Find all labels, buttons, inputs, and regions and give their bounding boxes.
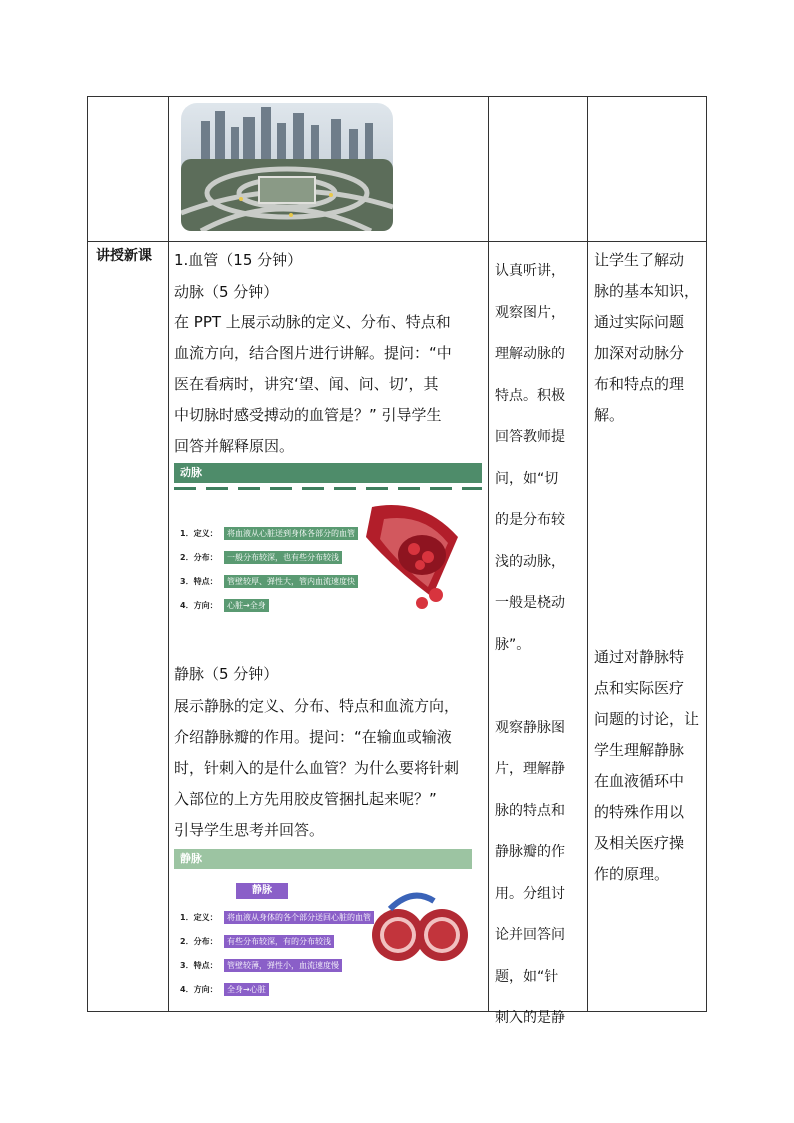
artery-text: [174, 307, 452, 462]
slide-row: [180, 527, 358, 540]
text-line: 入部位的上方先用胶皮管捆扎起来呢？”: [174, 790, 437, 808]
text-line: 静脉瓣的作: [495, 844, 565, 860]
text-line: 用。分组讨: [495, 885, 565, 902]
text-line: 观察图片，: [495, 304, 565, 321]
slide-row-value: 心脏→全身: [224, 599, 269, 612]
slide-row-value: 将血液从身体的各个部分送回心脏的血管: [224, 911, 374, 924]
text-line: 脉的特点和: [495, 802, 565, 819]
slide-row-value: 管壁较厚、弹性大，管内血流速度快: [224, 575, 358, 588]
text-line: 问，如“切: [495, 470, 559, 487]
text-line: 观察静脉图: [495, 719, 565, 736]
text-line: 浅的动脉，: [495, 553, 565, 570]
text-line: 题，如“针: [495, 968, 559, 985]
text-line: 的是分布较: [495, 512, 565, 528]
vein-badge: 静脉: [236, 883, 288, 899]
column-divider: [168, 97, 169, 1011]
text-line: 在血液循环中: [594, 772, 685, 790]
text-line: 中切脉时感受搏动的血管是？” 引导学生: [174, 406, 442, 424]
text-line: 论并回答问: [495, 927, 565, 943]
city-interchange-image: [181, 103, 393, 231]
text-line: 刺入的是静: [495, 1010, 565, 1026]
vein-title: 静脉（5 分钟）: [174, 665, 279, 683]
lesson-table: [87, 96, 707, 1026]
slide-row: [180, 575, 358, 588]
vein-text: [174, 691, 459, 846]
slide-row: [180, 551, 342, 564]
vein-illustration: [372, 887, 468, 967]
text-line: 片，理解静: [495, 761, 565, 777]
text-line: 让学生了解动: [594, 251, 685, 269]
text-line: 通过对静脉特: [594, 648, 685, 666]
column-divider: [488, 97, 489, 1011]
slide-row-value: 一般分布较深，也有些分布较浅: [224, 551, 342, 564]
vein-slide: [174, 849, 472, 1001]
student-activity: [495, 251, 565, 1040]
artery-illustration: [362, 497, 482, 615]
text-line: 一般是桡动: [495, 595, 565, 611]
text-line: 介绍静脉瓣的作用。提问：“在输血或输液: [174, 728, 452, 746]
text-line: 解。: [594, 406, 625, 424]
text-line: 引导学生思考并回答。: [174, 821, 325, 839]
slide-dash-line: [174, 487, 482, 490]
text-line: 的特殊作用以: [594, 803, 685, 821]
section-heading: 1.血管（15 分钟）: [174, 251, 303, 269]
design-purpose-vein: [594, 642, 699, 890]
text-line: [495, 666, 565, 708]
slide-row: [180, 599, 269, 612]
text-line: 加深对动脉分: [594, 344, 685, 362]
design-purpose-artery: [594, 245, 699, 431]
vein-slide-bar: 静脉: [174, 849, 472, 869]
slide-row-label: 3．特点：: [180, 961, 218, 970]
text-line: 回答教师提: [495, 429, 565, 445]
text-line: 回答并解释原因。: [174, 437, 295, 455]
text-line: 认真听讲，: [495, 263, 565, 279]
slide-row: [180, 911, 374, 924]
slide-row-label: 4．方向：: [180, 985, 218, 994]
text-line: 作的原理。: [594, 865, 670, 883]
text-line: 在 PPT 上展示动脉的定义、分布、特点和: [174, 313, 451, 331]
text-line: 血流方向，结合图片进行讲解。提问：“中: [174, 344, 452, 362]
row-divider: [88, 241, 706, 242]
slide-row-label: 4．方向：: [180, 601, 218, 610]
slide-row: [180, 983, 269, 996]
text-line: 医在看病时，讲究‘望、闻、问、切’，其: [174, 375, 439, 393]
slide-row-value: 有些分布较深，有的分布较浅: [224, 935, 334, 948]
text-line: 点和实际医疗: [594, 679, 685, 697]
slide-row: [180, 959, 342, 972]
slide-row-label: 1．定义：: [180, 529, 218, 538]
text-line: 理解动脉的: [495, 346, 565, 362]
text-line: 特点。积极: [495, 387, 565, 404]
artery-title: 动脉（5 分钟）: [174, 283, 279, 301]
text-line: 学生理解静脉: [594, 741, 685, 759]
column-divider: [587, 97, 588, 1011]
text-line: 脉的基本知识，: [594, 282, 700, 300]
text-line: 及相关医疗操: [594, 834, 685, 852]
slide-row-value: 管壁较薄，弹性小，血流速度慢: [224, 959, 342, 972]
text-line: 展示静脉的定义、分布、特点和血流方向，: [174, 697, 460, 715]
row-label: 讲授新课: [96, 248, 152, 264]
text-line: 脉”。: [495, 636, 531, 653]
slide-row-label: 2．分布：: [180, 937, 218, 946]
artery-slide-bar: 动脉: [174, 463, 482, 483]
slide-row-value: 全身→心脏: [224, 983, 269, 996]
artery-slide: [174, 463, 482, 615]
slide-row-label: 3．特点：: [180, 577, 218, 586]
text-line: 布和特点的理: [594, 375, 685, 393]
text-line: 通过实际问题: [594, 313, 685, 331]
slide-row: [180, 935, 334, 948]
text-line: 问题的讨论，让: [594, 710, 700, 728]
slide-row-label: 2．分布：: [180, 553, 218, 562]
text-line: 时，针刺入的是什么血管？为什么要将针刺: [174, 759, 460, 777]
slide-row-label: 1．定义：: [180, 913, 218, 922]
slide-row-value: 将血液从心脏送到身体各部分的血管: [224, 527, 358, 540]
